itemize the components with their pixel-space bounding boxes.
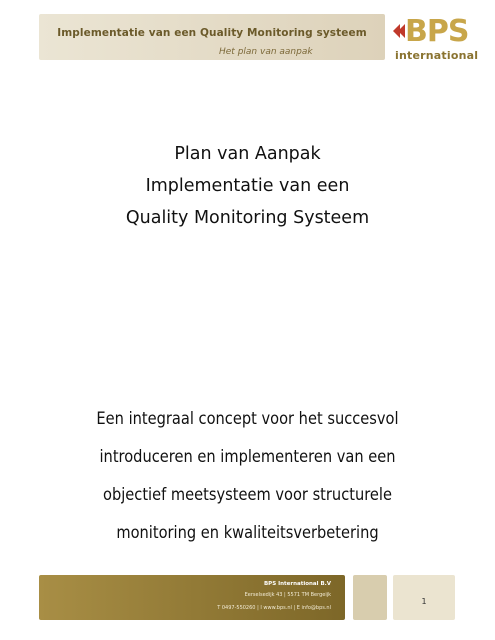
- subtitle-line: objectief meetsysteem voor structurele: [103, 485, 392, 505]
- title-line: Implementatie van een: [145, 176, 350, 196]
- bps-logo: [391, 14, 479, 64]
- footer-spacer-box: [353, 575, 387, 620]
- logo-tagline: international: [395, 49, 479, 62]
- footer-band: [39, 575, 345, 620]
- footer-company: BPS International B.V: [263, 581, 331, 587]
- footer-page-box: [393, 575, 455, 620]
- logo-arrows-icon: [391, 22, 405, 40]
- subtitle-line: Een integraal concept voor het succesvol: [96, 409, 399, 429]
- footer-contact: T 0497-550260 | I www.bps.nl | E info@bps.nl: [217, 605, 331, 611]
- subtitle-line: introduceren en implementeren van een: [99, 447, 396, 467]
- logo-wordmark: BPS: [405, 14, 469, 49]
- page-number: 1: [421, 597, 427, 606]
- document-subtitle: [0, 400, 495, 552]
- title-line: Quality Monitoring Systeem: [125, 208, 370, 228]
- document-title: [0, 138, 495, 234]
- header-title: Implementatie van een Quality Monitoring systeem: [57, 27, 367, 39]
- header-subtitle: Het plan van aanpak: [219, 47, 313, 57]
- header-band: [39, 14, 385, 60]
- subtitle-line: monitoring en kwaliteitsverbetering: [116, 523, 379, 543]
- footer-address: Eerselsedijk 43 | 5571 TM Bergeijk: [244, 592, 331, 598]
- title-line: Plan van Aanpak: [174, 144, 321, 164]
